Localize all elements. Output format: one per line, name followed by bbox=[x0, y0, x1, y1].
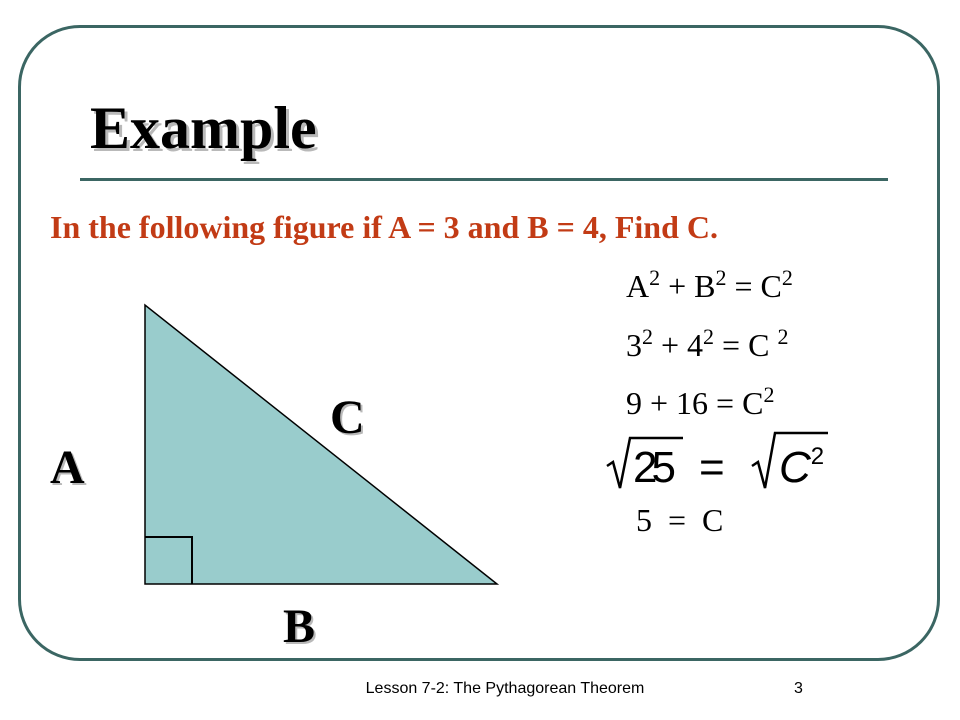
side-label-a: A bbox=[50, 441, 85, 494]
question-text: In the following figure if A = 3 and B = 4, Find C. bbox=[50, 209, 718, 245]
sqrt-radicand-right: $C^2$ bbox=[779, 443, 825, 492]
equation-line-1: $A^2 + B^2 = C^2$ bbox=[626, 265, 793, 304]
slide-footer: Lesson 7-2: The Pythagorean Theorem bbox=[365, 680, 645, 697]
equation-line-5: 5 = C bbox=[636, 502, 724, 538]
sqrt-equals: = bbox=[699, 443, 725, 492]
slide-title: Example bbox=[90, 95, 317, 161]
sqrt-radicand-left: 25 bbox=[633, 443, 670, 492]
side-label-b: B bbox=[283, 600, 316, 653]
equation-line-3: $9 + 16 = C^2$ bbox=[626, 382, 775, 421]
equation-line-2: $3^2 + 4^2 = C$ $^2$ bbox=[626, 324, 789, 363]
side-label-c: C bbox=[330, 391, 365, 444]
page-number: 3 bbox=[794, 680, 803, 697]
right-triangle bbox=[145, 305, 497, 584]
